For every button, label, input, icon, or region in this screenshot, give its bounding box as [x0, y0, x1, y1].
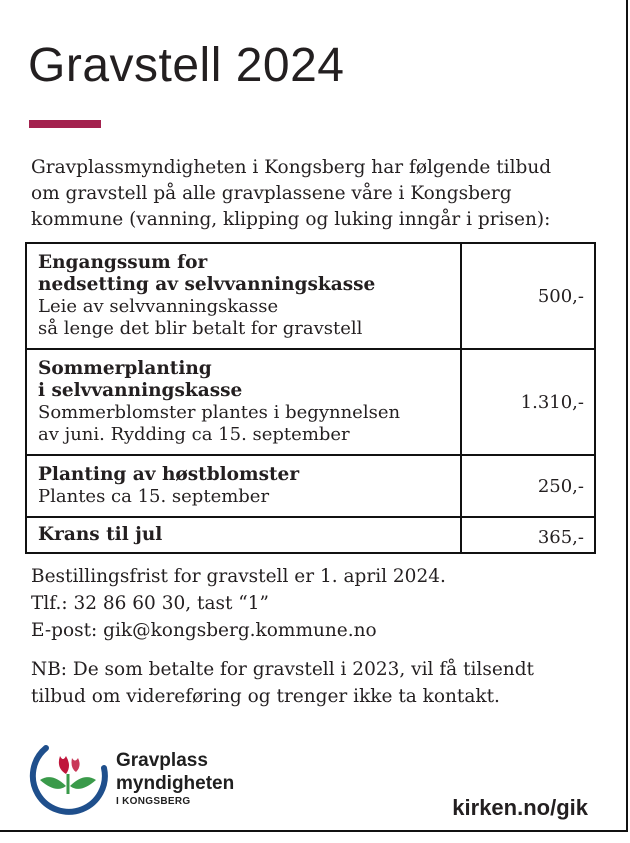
item-price: 1.310,-	[461, 349, 595, 455]
item-price: 250,-	[461, 455, 595, 517]
logo-text	[116, 749, 234, 809]
item-title: Sommerplanting	[38, 358, 212, 379]
logo-line: myndigheten	[116, 773, 235, 794]
item-subtitle: av juni. Rydding ca 15. september	[38, 424, 350, 445]
item-description	[26, 243, 461, 349]
order-info	[31, 563, 446, 644]
item-price: 500,-	[461, 243, 595, 349]
table-row	[26, 455, 595, 517]
item-title: i selvvanningskasse	[38, 380, 243, 401]
nb-line: NB: De som betalte for gravstell i 2023, vil få tilsendt	[31, 659, 534, 680]
website-link[interactable]: kirken.no/gik	[452, 795, 588, 820]
logo-line: Gravplass	[116, 750, 208, 771]
item-description	[26, 455, 461, 517]
nb-line: tilbud om videreføring og trenger ikke ta kontakt.	[31, 686, 500, 707]
phone-text: Tlf.: 32 86 60 30, tast “1”	[31, 593, 269, 614]
logo-subline: I KONGSBERG	[116, 796, 191, 807]
item-description	[26, 349, 461, 455]
item-price: 365,-	[461, 517, 595, 553]
item-title: Planting av høstblomster	[38, 464, 300, 485]
intro-line: kommune (vanning, klipping og luking inngår i prisen):	[31, 209, 551, 230]
table-row	[26, 517, 595, 553]
intro-line: Gravplassmyndigheten i Kongsberg har følgende tilbud	[31, 157, 552, 178]
intro-line: om gravstell på alle gravplassene våre i Kongsberg	[31, 183, 512, 204]
table-row	[26, 243, 595, 349]
item-title: Engangssum for	[38, 252, 208, 273]
price-table	[25, 242, 596, 554]
deadline-text: Bestillingsfrist for gravstell er 1. april 2024.	[31, 566, 446, 587]
item-subtitle: Plantes ca 15. september	[38, 486, 270, 507]
nb-note	[31, 656, 534, 710]
table-row	[26, 349, 595, 455]
intro-text	[31, 155, 601, 233]
accent-bar	[29, 120, 101, 128]
flower-logo-icon	[26, 734, 112, 820]
item-title: Krans til jul	[38, 524, 163, 545]
item-description	[26, 517, 461, 553]
item-title: nedsetting av selvvanningskasse	[38, 274, 376, 295]
item-subtitle: så lenge det blir betalt for gravstell	[38, 318, 363, 339]
email-text: E-post: gik@kongsberg.kommune.no	[31, 620, 377, 641]
item-subtitle: Sommerblomster plantes i begynnelsen	[38, 402, 401, 423]
page-title: Gravstell 2024	[28, 39, 345, 92]
item-subtitle: Leie av selvvanningskasse	[38, 296, 279, 317]
